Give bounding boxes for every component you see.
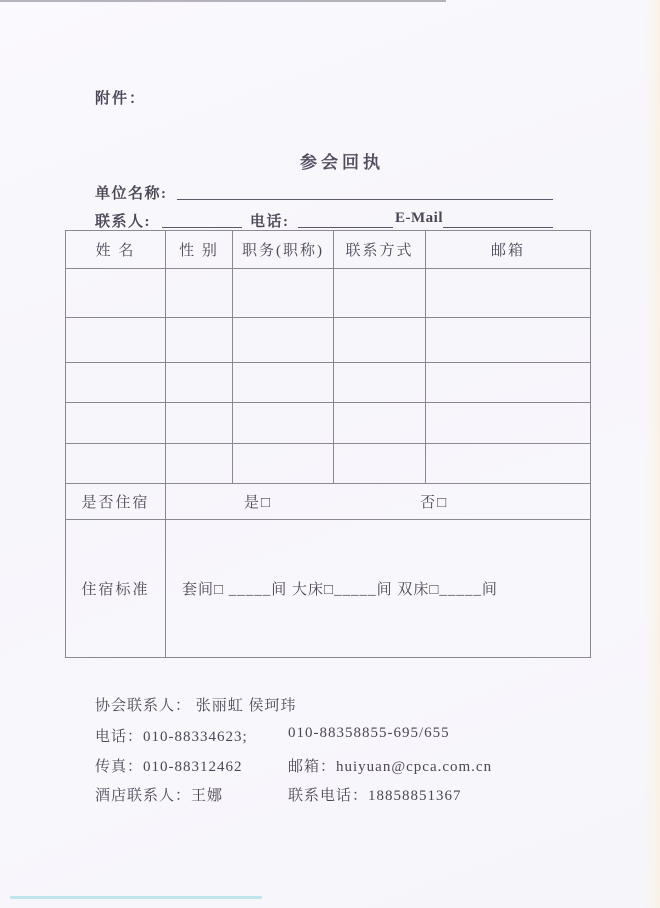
phone-2-text: 010-88358855-695/655 [288,725,450,741]
contact-person-label: 联系人: [95,214,151,230]
association-contacts-text: 协会联系人： 张丽虹 侯珂玮 [95,698,297,714]
lodging-question-row [66,484,591,520]
hotel-contact-text: 酒店联系人：王娜 [95,788,224,804]
attendee-empty-cell [233,403,334,444]
contact-person-blank-line [162,227,242,228]
phone-1-text: 电话：010-88334623; [95,729,248,745]
lodging-standard-row [66,520,591,658]
email-address-text: 邮箱：huiyuan@cpca.com.cn [288,759,493,775]
association-contacts-line [95,694,297,715]
lodging-standard-label: 住宿标准 [66,520,166,658]
lodging-no-checkbox-option: 否□ [420,495,449,511]
attendee-empty-cell [426,403,591,444]
lodging-yes-checkbox-option: 是□ [244,495,273,511]
scan-right-edge-tint [644,0,660,908]
attendee-empty-cell [166,444,233,484]
lodging-options-cell [166,484,591,520]
attendee-empty-row [66,269,591,318]
phones-line [95,725,450,746]
phone-blank-line [298,227,393,228]
email-label: E-Mail [395,210,443,226]
column-header-gender: 性 别 [166,231,233,269]
attendee-empty-cell [66,363,166,403]
scan-bottom-edge-artifact [10,896,262,899]
attendee-empty-row [66,444,591,484]
hotel-contact-line [95,784,462,805]
column-header-name: 姓 名 [66,231,166,269]
attendee-empty-cell [233,318,334,363]
attendee-empty-cell [334,403,426,444]
attendee-empty-cell [426,318,591,363]
page-title: 参会回执 [300,153,384,172]
attendee-empty-cell [334,444,426,484]
hotel-phone-text: 联系电话：18858851367 [288,788,462,804]
email-blank-line [443,227,553,228]
attendee-empty-cell [166,318,233,363]
attendee-empty-cell [426,363,591,403]
fax-text: 传真：010-88312462 [95,759,243,775]
attendee-empty-cell [233,444,334,484]
attendee-empty-cell [66,403,166,444]
attendee-empty-cell [233,269,334,318]
attendee-table [65,230,591,658]
attachment-label: 附件： [95,91,147,107]
column-header-contact: 联系方式 [334,231,426,269]
attendee-empty-cell [166,363,233,403]
attendee-empty-cell [334,269,426,318]
attendee-empty-rows [66,269,591,484]
attendee-empty-cell [334,363,426,403]
lodging-question-label: 是否住宿 [66,484,166,520]
phone-label: 电话: [250,214,290,230]
attendee-empty-cell [334,318,426,363]
table-header-row [66,231,591,269]
unit-name-label: 单位名称: [95,186,168,202]
attendee-empty-row [66,363,591,403]
attendee-empty-row [66,318,591,363]
attendee-empty-cell [66,318,166,363]
fax-email-line [95,755,493,776]
attendee-empty-cell [66,444,166,484]
attendee-empty-row [66,403,591,444]
scan-top-edge-artifact [0,0,446,2]
column-header-position: 职务(职称) [233,231,334,269]
attendee-empty-cell [166,269,233,318]
attendee-empty-cell [426,269,591,318]
column-header-email: 邮箱 [426,231,591,269]
attendee-empty-cell [426,444,591,484]
unit-name-blank-line [177,199,553,200]
attendee-empty-cell [166,403,233,444]
attendee-empty-cell [233,363,334,403]
lodging-standard-options: 套间□ _____间 大床□_____间 双床□_____间 [166,520,591,658]
attendee-empty-cell [66,269,166,318]
